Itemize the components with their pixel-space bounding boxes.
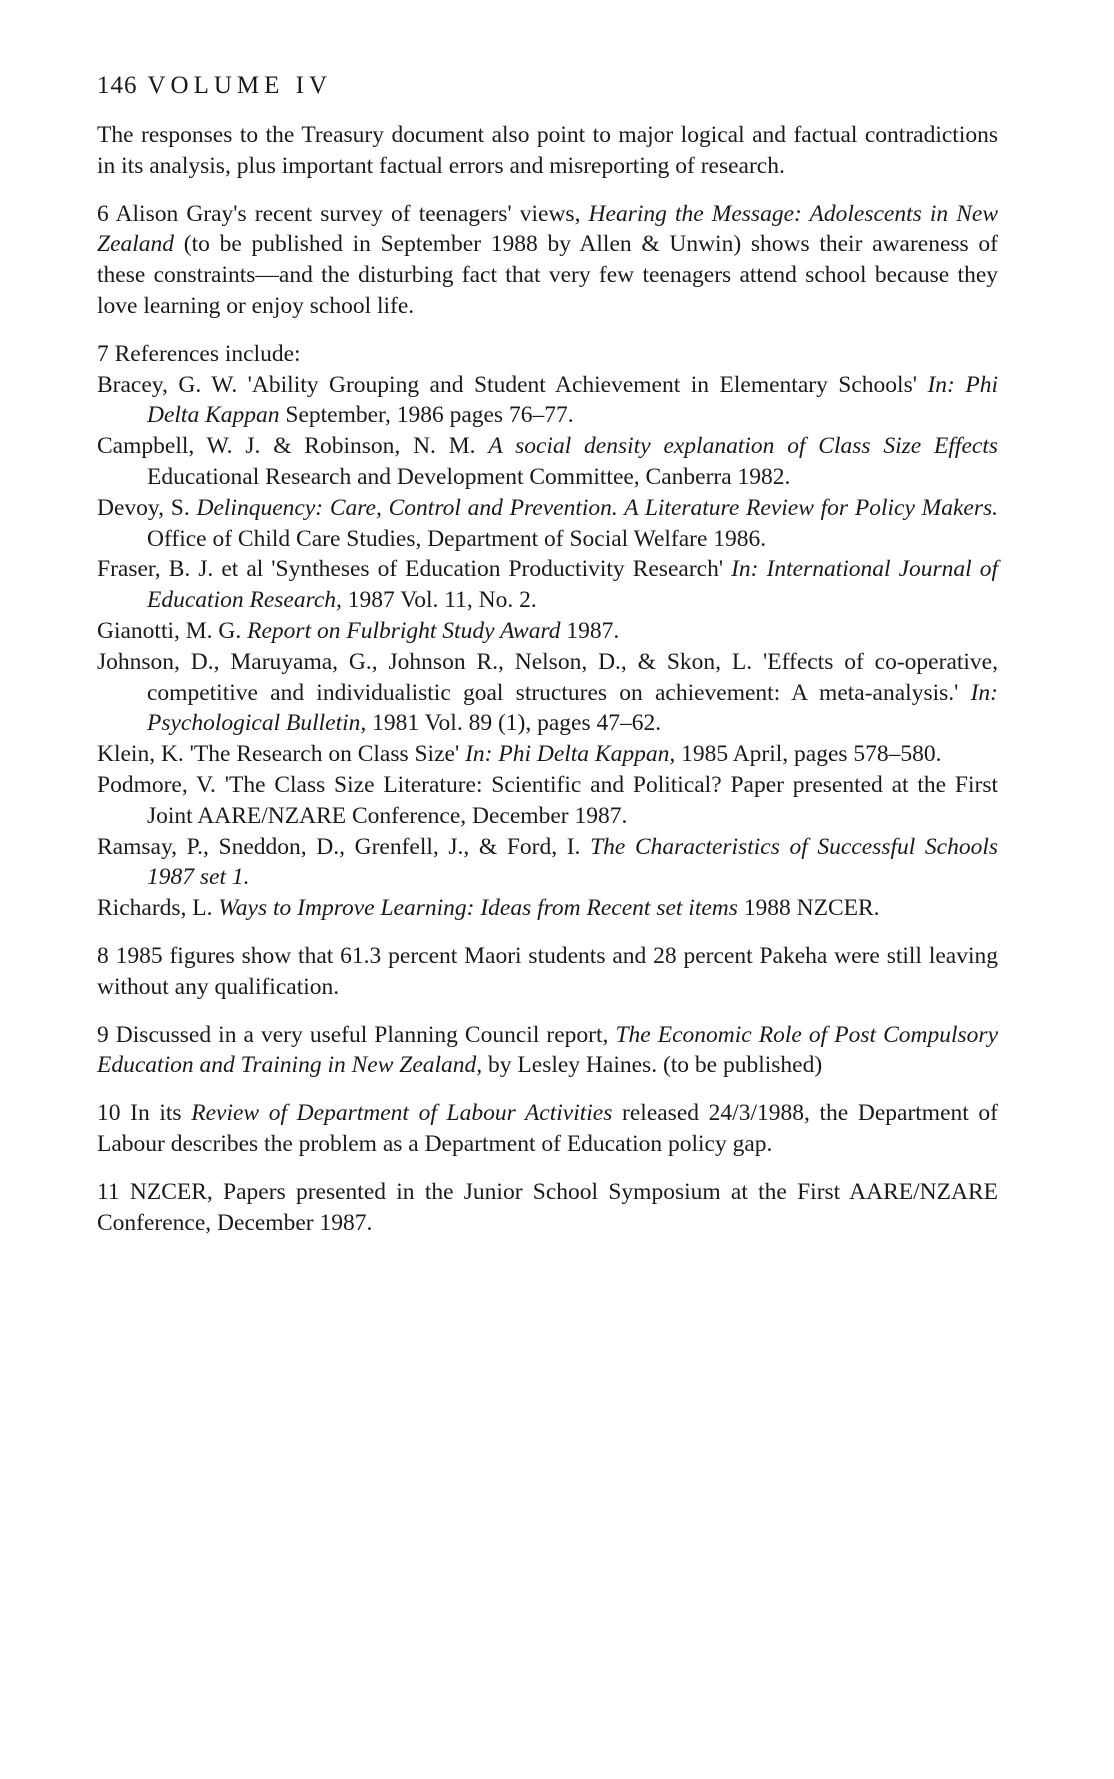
text-run: 1985 April, pages 578–580.	[675, 741, 942, 768]
text-run: 1988 NZCER.	[737, 895, 880, 922]
text-run: 10 In its	[97, 1100, 192, 1127]
italic-title: In: International Journal of Education Research,	[147, 556, 998, 614]
text-run: Office of Child Care Studies, Department of Social Welfare 1986.	[147, 525, 767, 552]
reference-entry	[97, 616, 998, 647]
text-run: (to be published in September 1988 by Allen & Unwin) shows their awareness of these constraints—and the disturbing fact that very few teenagers attend school because they love learning or enjoy school life.	[97, 231, 998, 319]
italic-title: Delinquency: Care, Control and Prevention. A Literature Review for Policy Makers.	[196, 494, 998, 521]
text-run: 8 1985 figures show that 61.3 percent Maori students and 28 percent Pakeha were still leaving without any qualification.	[97, 942, 998, 1000]
note-paragraph	[97, 339, 998, 370]
italic-title: The Economic Role of Post Compulsory Education and Training in New Zealand,	[97, 1021, 998, 1079]
note-paragraph	[97, 199, 998, 322]
reference-entry	[97, 739, 998, 770]
italic-title: In: Psychological Bulletin,	[147, 679, 998, 737]
text-run: Campbell, W. J. & Robinson, N. M.	[97, 433, 489, 460]
note-paragraph	[97, 1177, 998, 1239]
italic-title: Hearing the Message: Adolescents in New Zealand	[97, 200, 998, 258]
text-run: by Lesley Haines. (to be published)	[482, 1052, 823, 1079]
volume-title: VOLUME IV	[147, 72, 333, 99]
reference-entry	[97, 770, 998, 832]
reference-entry	[97, 647, 998, 739]
reference-entry	[97, 941, 998, 1003]
running-header	[97, 70, 998, 102]
italic-title: The Characteristics of Successful Schools 1987 set 1.	[147, 833, 998, 891]
text-run: Ramsay, P., Sneddon, D., Grenfell, J., & Ford, I.	[97, 833, 591, 860]
text-run: 1981 Vol. 89 (1), pages 47–62.	[366, 710, 662, 737]
reference-entry	[97, 493, 998, 555]
text-run: 9 Discussed in a very useful Planning Council report,	[97, 1021, 616, 1048]
text-run: Richards, L.	[97, 895, 219, 922]
text-run: The responses to the Treasury document also point to major logical and factual contradictions in its analysis, plus important factual errors and misreporting of research.	[97, 122, 998, 179]
page-body	[97, 120, 998, 1238]
text-run: Klein, K. 'The Research on Class Size'	[97, 741, 466, 768]
italic-title: Review of Department of Labour Activities	[191, 1100, 613, 1127]
reference-entry	[97, 832, 998, 894]
reference-entry	[97, 554, 998, 616]
note-paragraph	[97, 1098, 998, 1160]
text-run: Devoy, S.	[97, 494, 197, 521]
note-paragraph	[97, 120, 998, 182]
page-number: 146	[97, 72, 138, 99]
text-run: 6 Alison Gray's recent survey of teenagers' views,	[97, 200, 589, 227]
note-paragraph	[97, 1020, 998, 1082]
text-run: Fraser, B. J. et al 'Syntheses of Education Productivity Research'	[97, 556, 732, 583]
text-run: Podmore, V. 'The Class Size Literature: Scientific and Political? Paper presented at the First Joint AARE/NZARE Conference, December 1987.	[97, 771, 998, 829]
reference-entry	[97, 431, 998, 493]
text-run: 1987.	[560, 617, 620, 644]
reference-entry	[97, 370, 998, 432]
text-run: September, 1986 pages 76–77.	[279, 402, 574, 429]
text-run: Johnson, D., Maruyama, G., Johnson R., Nelson, D., & Skon, L. 'Effects of co-operative, competitive and individualistic goal structures on achievement: A meta-analysis.'	[97, 648, 998, 706]
reference-entry	[97, 893, 998, 924]
text-run: 7 References include:	[97, 340, 301, 367]
page	[97, 70, 998, 1255]
text-run: released 24/3/1988, the Department of Labour describes the problem as a Department of Education policy gap.	[97, 1100, 999, 1157]
text-run: Gianotti, M. G.	[97, 617, 248, 644]
italic-title: In: Phi Delta Kappan	[147, 371, 998, 429]
text-run: Bracey, G. W. 'Ability Grouping and Student Achievement in Elementary Schools'	[97, 371, 928, 398]
italic-title: Ways to Improve Learning: Ideas from Recent set items	[218, 895, 738, 922]
italic-title: Report on Fulbright Study Award	[247, 617, 561, 644]
text-run: 1987 Vol. 11, No. 2.	[341, 587, 537, 614]
text-run: 11 NZCER, Papers presented in the Junior School Symposium at the First AARE/NZARE Conference, December 1987.	[97, 1178, 998, 1236]
italic-title: A social density explanation of Class Size Effects	[488, 433, 998, 460]
text-run: Educational Research and Development Committee, Canberra 1982.	[147, 463, 791, 490]
italic-title: In: Phi Delta Kappan,	[465, 741, 676, 768]
